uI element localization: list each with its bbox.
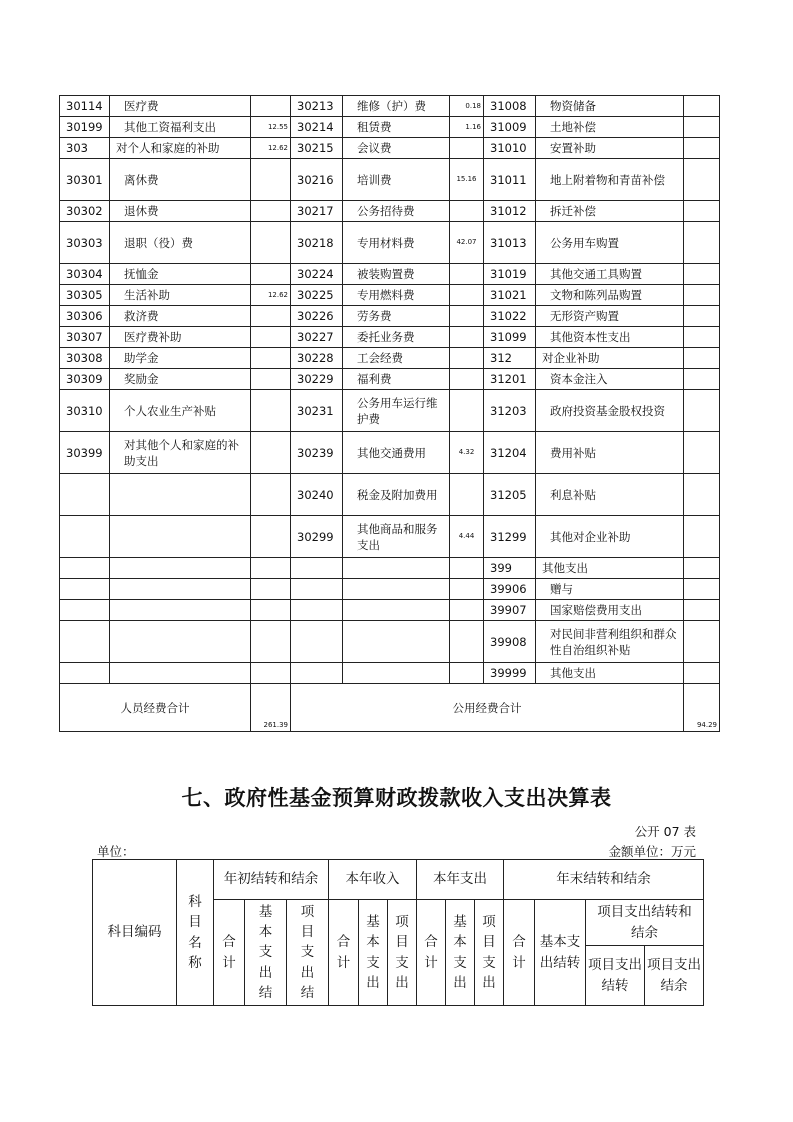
code-cell: 31012	[484, 201, 536, 222]
header-g3-project: 项目支出	[475, 900, 504, 1006]
amount-cell	[251, 264, 291, 285]
code-cell: 30310	[60, 390, 110, 432]
code-cell	[60, 474, 110, 516]
amount-cell	[251, 369, 291, 390]
name-cell	[343, 621, 450, 663]
name-cell: 对民间非营利组织和群众性自治组织补贴	[536, 621, 684, 663]
name-cell: 其他支出	[536, 663, 684, 684]
code-cell: 30227	[291, 327, 343, 348]
code-cell: 31011	[484, 159, 536, 201]
name-cell: 租赁费	[343, 117, 450, 138]
name-cell: 土地补偿	[536, 117, 684, 138]
code-cell: 30308	[60, 348, 110, 369]
code-cell: 30307	[60, 327, 110, 348]
code-cell: 30213	[291, 96, 343, 117]
header-closing-balance: 年末结转和结余	[504, 860, 704, 900]
name-cell: 退休费	[110, 201, 251, 222]
name-cell	[110, 600, 251, 621]
code-cell	[60, 600, 110, 621]
name-cell: 赠与	[536, 579, 684, 600]
header-opening-balance: 年初结转和结余	[214, 860, 329, 900]
expense-breakdown-table	[59, 95, 720, 732]
code-cell: 30217	[291, 201, 343, 222]
amount-cell	[450, 264, 484, 285]
code-cell: 30214	[291, 117, 343, 138]
code-cell: 31099	[484, 327, 536, 348]
amount-cell	[251, 222, 291, 264]
code-cell	[60, 579, 110, 600]
amount-cell	[450, 138, 484, 159]
code-cell: 30303	[60, 222, 110, 264]
table-row	[60, 432, 720, 474]
amount-cell	[251, 201, 291, 222]
name-cell: 抚恤金	[110, 264, 251, 285]
code-cell: 39908	[484, 621, 536, 663]
code-cell: 39906	[484, 579, 536, 600]
personnel-total-value: 261.39	[251, 684, 291, 732]
amount-cell	[251, 558, 291, 579]
code-cell: 30225	[291, 285, 343, 306]
header-g1-project: 项目支出结	[287, 900, 329, 1006]
code-cell: 31201	[484, 369, 536, 390]
name-cell: 资本金注入	[536, 369, 684, 390]
code-cell: 39999	[484, 663, 536, 684]
table-row	[60, 138, 720, 159]
header-g3-basic: 基本支出	[446, 900, 475, 1006]
name-cell: 费用补贴	[536, 432, 684, 474]
name-cell: 公务用车购置	[536, 222, 684, 264]
code-cell: 312	[484, 348, 536, 369]
amount-cell	[450, 285, 484, 306]
amount-cell	[684, 663, 720, 684]
name-cell: 工会经费	[343, 348, 450, 369]
header-g1-total: 合计	[214, 900, 245, 1006]
code-cell: 30216	[291, 159, 343, 201]
code-cell: 30231	[291, 390, 343, 432]
table-row	[60, 579, 720, 600]
header-g4-project-group: 项目支出结转和结余	[586, 900, 704, 946]
header-g4-basic-carry: 基本支出结转	[535, 900, 586, 1006]
table-row	[60, 474, 720, 516]
amount-cell	[450, 663, 484, 684]
amount-cell	[251, 474, 291, 516]
amount-cell	[450, 348, 484, 369]
amount-cell: 42.07	[450, 222, 484, 264]
amount-cell	[684, 285, 720, 306]
name-cell: 专用材料费	[343, 222, 450, 264]
amount-cell	[684, 579, 720, 600]
personnel-total-label: 人员经费合计	[60, 684, 251, 732]
code-cell: 30229	[291, 369, 343, 390]
name-cell: 医疗费补助	[110, 327, 251, 348]
name-cell: 奖励金	[110, 369, 251, 390]
table-row	[60, 558, 720, 579]
code-cell: 30299	[291, 516, 343, 558]
header-code: 科目编码	[93, 860, 177, 1006]
table-row	[60, 516, 720, 558]
form-number: 公开 07 表	[634, 824, 696, 839]
name-cell: 物资储备	[536, 96, 684, 117]
amount-cell	[251, 579, 291, 600]
unit-label: 单位：	[97, 844, 135, 859]
amount-cell	[684, 327, 720, 348]
table-row	[60, 621, 720, 663]
amount-cell	[450, 369, 484, 390]
header-g1-basic: 基本支出结	[245, 900, 287, 1006]
amount-cell	[450, 306, 484, 327]
name-cell: 拆迁补偿	[536, 201, 684, 222]
name-cell: 其他商品和服务支出	[343, 516, 450, 558]
header-year-income: 本年收入	[329, 860, 417, 900]
amount-cell	[684, 369, 720, 390]
amount-cell: 0.18	[450, 96, 484, 117]
code-cell: 30239	[291, 432, 343, 474]
amount-cell	[684, 306, 720, 327]
table-row	[60, 201, 720, 222]
table-row	[60, 117, 720, 138]
name-cell: 国家赔偿费用支出	[536, 600, 684, 621]
name-cell: 救济费	[110, 306, 251, 327]
code-cell	[291, 621, 343, 663]
code-cell: 30240	[291, 474, 343, 516]
amount-cell: 12.62	[251, 138, 291, 159]
code-cell	[291, 558, 343, 579]
name-cell	[343, 600, 450, 621]
public-total-value: 94.29	[684, 684, 720, 732]
code-cell: 30114	[60, 96, 110, 117]
code-cell: 30199	[60, 117, 110, 138]
amount-cell: 12.55	[251, 117, 291, 138]
amount-cell: 12.62	[251, 285, 291, 306]
table-row	[60, 390, 720, 432]
code-cell: 30304	[60, 264, 110, 285]
amount-cell	[251, 96, 291, 117]
name-cell: 委托业务费	[343, 327, 450, 348]
code-cell: 399	[484, 558, 536, 579]
amount-cell	[684, 138, 720, 159]
name-cell: 其他资本性支出	[536, 327, 684, 348]
name-cell: 安置补助	[536, 138, 684, 159]
amount-cell	[684, 96, 720, 117]
header-name: 科目名称	[177, 860, 214, 1006]
amount-cell	[684, 222, 720, 264]
table-row	[60, 306, 720, 327]
table-row	[60, 600, 720, 621]
name-cell: 利息补贴	[536, 474, 684, 516]
amount-cell	[450, 558, 484, 579]
header-g2-project: 项目支出	[388, 900, 417, 1006]
code-cell: 31019	[484, 264, 536, 285]
code-cell: 303	[60, 138, 110, 159]
name-cell	[110, 516, 251, 558]
code-cell: 30228	[291, 348, 343, 369]
name-cell: 退职（役）费	[110, 222, 251, 264]
table-row	[60, 285, 720, 306]
header-g2-total: 合计	[329, 900, 359, 1006]
name-cell: 无形资产购置	[536, 306, 684, 327]
amount-cell	[251, 327, 291, 348]
code-cell: 31009	[484, 117, 536, 138]
name-cell: 地上附着物和青苗补偿	[536, 159, 684, 201]
code-cell: 31205	[484, 474, 536, 516]
name-cell: 税金及附加费用	[343, 474, 450, 516]
amount-cell	[684, 264, 720, 285]
amount-cell	[251, 600, 291, 621]
name-cell: 政府投资基金股权投资	[536, 390, 684, 432]
name-cell: 公务招待费	[343, 201, 450, 222]
name-cell: 其他交通费用	[343, 432, 450, 474]
public-total-label: 公用经费合计	[291, 684, 684, 732]
amount-cell	[684, 348, 720, 369]
amount-cell	[251, 306, 291, 327]
name-cell: 离休费	[110, 159, 251, 201]
code-cell: 30399	[60, 432, 110, 474]
section-title: 七、政府性基金预算财政拨款收入支出决算表	[181, 786, 612, 810]
name-cell: 会议费	[343, 138, 450, 159]
header-year-expense: 本年支出	[417, 860, 504, 900]
header-g4-project-carry: 项目支出结转	[586, 946, 645, 1006]
header-g2-basic: 基本支出	[359, 900, 388, 1006]
name-cell: 其他支出	[536, 558, 684, 579]
code-cell: 30226	[291, 306, 343, 327]
code-cell: 30305	[60, 285, 110, 306]
amount-cell: 4.32	[450, 432, 484, 474]
name-cell: 其他工资福利支出	[110, 117, 251, 138]
code-cell: 31204	[484, 432, 536, 474]
fund-budget-table	[92, 859, 704, 1006]
code-cell: 39907	[484, 600, 536, 621]
code-cell	[60, 663, 110, 684]
name-cell	[110, 621, 251, 663]
amount-cell	[450, 600, 484, 621]
amount-cell	[684, 516, 720, 558]
code-cell	[60, 621, 110, 663]
totals-row	[60, 684, 720, 732]
amount-cell	[450, 621, 484, 663]
amount-cell	[251, 516, 291, 558]
name-cell: 医疗费	[110, 96, 251, 117]
amount-cell	[450, 474, 484, 516]
name-cell: 其他对企业补助	[536, 516, 684, 558]
amount-cell	[450, 327, 484, 348]
amount-cell	[684, 600, 720, 621]
code-cell	[291, 600, 343, 621]
name-cell	[110, 663, 251, 684]
name-cell: 福利费	[343, 369, 450, 390]
code-cell: 31203	[484, 390, 536, 432]
amount-cell	[684, 201, 720, 222]
amount-cell	[684, 117, 720, 138]
amount-cell	[684, 390, 720, 432]
name-cell: 对个人和家庭的补助	[110, 138, 251, 159]
code-cell	[291, 579, 343, 600]
name-cell: 个人农业生产补贴	[110, 390, 251, 432]
amount-cell	[684, 621, 720, 663]
code-cell: 30302	[60, 201, 110, 222]
amount-cell: 15.16	[450, 159, 484, 201]
name-cell: 对企业补助	[536, 348, 684, 369]
name-cell: 助学金	[110, 348, 251, 369]
table-row	[60, 663, 720, 684]
table-row	[60, 222, 720, 264]
name-cell: 对其他个人和家庭的补助支出	[110, 432, 251, 474]
name-cell: 公务用车运行维护费	[343, 390, 450, 432]
table-row	[60, 96, 720, 117]
amount-cell	[251, 432, 291, 474]
code-cell: 30301	[60, 159, 110, 201]
amount-cell	[251, 159, 291, 201]
code-cell	[60, 558, 110, 579]
amount-cell	[251, 390, 291, 432]
header-g4-project-balance: 项目支出结余	[645, 946, 704, 1006]
amount-cell	[450, 201, 484, 222]
amount-cell	[684, 432, 720, 474]
name-cell	[110, 558, 251, 579]
expense-rows	[60, 96, 720, 684]
table-row	[60, 327, 720, 348]
amount-cell	[251, 663, 291, 684]
name-cell: 生活补助	[110, 285, 251, 306]
code-cell	[60, 516, 110, 558]
name-cell	[343, 663, 450, 684]
code-cell: 30224	[291, 264, 343, 285]
name-cell	[110, 474, 251, 516]
name-cell	[343, 579, 450, 600]
header-g3-total: 合计	[417, 900, 446, 1006]
name-cell: 劳务费	[343, 306, 450, 327]
amount-cell	[450, 579, 484, 600]
name-cell	[343, 558, 450, 579]
name-cell: 文物和陈列品购置	[536, 285, 684, 306]
name-cell: 其他交通工具购置	[536, 264, 684, 285]
code-cell: 31021	[484, 285, 536, 306]
code-cell	[291, 663, 343, 684]
table-row	[60, 348, 720, 369]
table-row	[60, 159, 720, 201]
code-cell: 31008	[484, 96, 536, 117]
code-cell: 31010	[484, 138, 536, 159]
table-row	[60, 369, 720, 390]
code-cell: 31299	[484, 516, 536, 558]
name-cell: 维修（护）费	[343, 96, 450, 117]
amount-unit: 金额单位：万元	[608, 844, 696, 859]
code-cell: 30218	[291, 222, 343, 264]
table-row	[60, 264, 720, 285]
code-cell: 30306	[60, 306, 110, 327]
amount-cell	[684, 474, 720, 516]
name-cell: 专用燃料费	[343, 285, 450, 306]
code-cell: 30309	[60, 369, 110, 390]
amount-cell	[450, 390, 484, 432]
header-g4-total: 合计	[504, 900, 535, 1006]
code-cell: 31022	[484, 306, 536, 327]
name-cell	[110, 579, 251, 600]
name-cell: 被装购置费	[343, 264, 450, 285]
amount-cell	[251, 621, 291, 663]
amount-cell	[684, 558, 720, 579]
amount-cell: 4.44	[450, 516, 484, 558]
code-cell: 30215	[291, 138, 343, 159]
amount-cell	[251, 348, 291, 369]
amount-cell	[684, 159, 720, 201]
amount-cell: 1.16	[450, 117, 484, 138]
name-cell: 培训费	[343, 159, 450, 201]
code-cell: 31013	[484, 222, 536, 264]
